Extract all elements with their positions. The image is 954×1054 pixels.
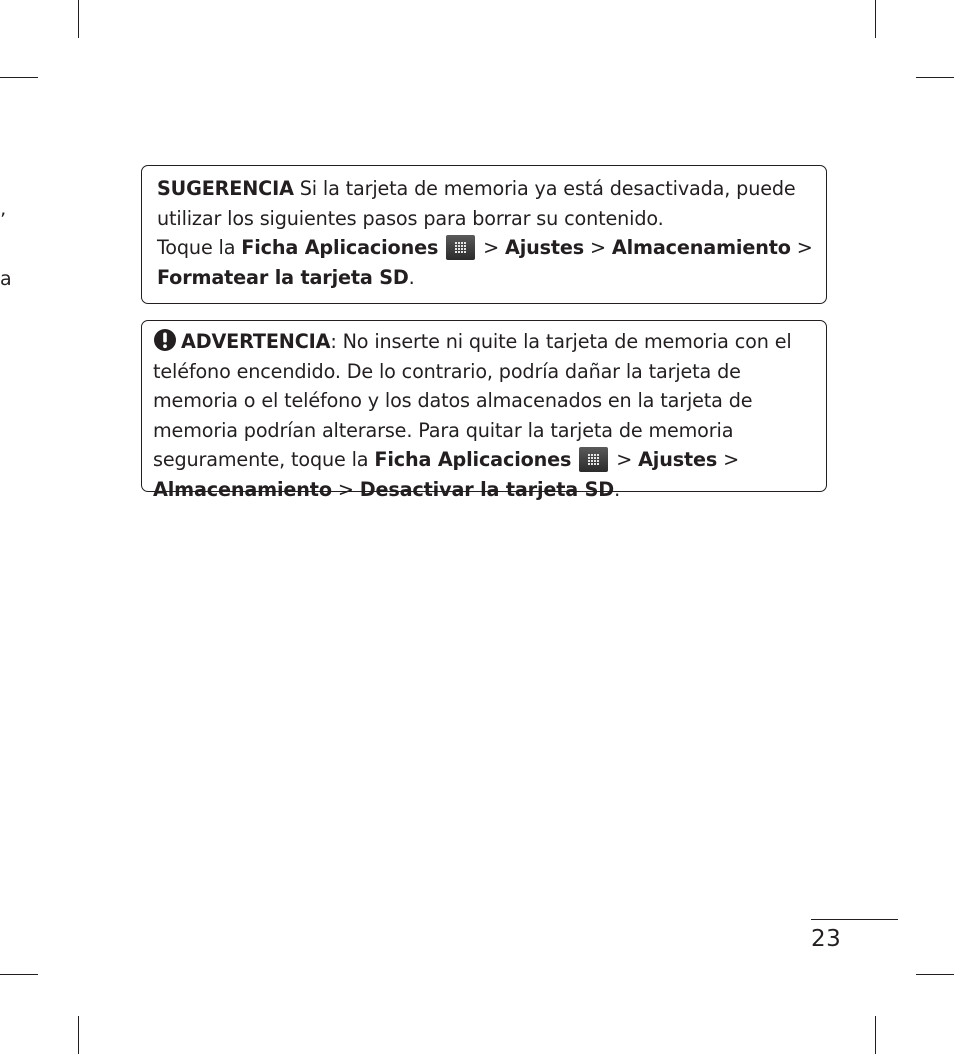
margin-fragment: a: [0, 268, 12, 290]
tip-text: Toque la: [157, 236, 242, 259]
tip-box: [141, 165, 827, 304]
apps-grid-icon: [579, 447, 608, 472]
separator: >: [610, 448, 639, 471]
warning-text: : No inserte ni quite la tarjeta de memoria con el teléfono encendido. De lo contrario, podría dañar la tarjeta de memoria o el teléfono y los datos almacenados en la tarjeta de memoria podrían alterarse. Para quitar la tarjeta de memoria seguramente, toque la: [153, 330, 792, 471]
apps-tab-label: Ficha Aplicaciones: [374, 448, 572, 471]
crop-mark: [916, 974, 954, 975]
tip-heading: SUGERENCIA: [157, 177, 294, 200]
crop-mark: [0, 974, 38, 975]
tip-text: Si la tarjeta de memoria ya está desactivada, puede utilizar los siguientes pasos para borrar su contenido.: [157, 177, 796, 230]
margin-fragment: ’: [0, 209, 7, 231]
crop-mark: [875, 1016, 876, 1054]
unmount-sd-label: Desactivar la tarjeta SD: [359, 477, 615, 501]
period: .: [408, 265, 415, 289]
apps-tab-label: Ficha Aplicaciones: [241, 236, 439, 259]
tip-paragraph: [157, 174, 816, 233]
warning-paragraph: [153, 327, 818, 504]
crop-mark: [916, 77, 954, 78]
exclamation-circle-icon: [153, 328, 177, 352]
separator: >: [331, 477, 360, 501]
page-number-rule: [811, 919, 898, 920]
crop-mark: [875, 0, 876, 38]
separator: >: [790, 236, 813, 259]
crop-mark: [78, 0, 79, 38]
separator: >: [477, 236, 505, 259]
separator: >: [717, 448, 740, 471]
settings-label: Ajustes: [638, 448, 718, 471]
storage-label: Almacenamiento: [611, 236, 791, 259]
crop-mark: [0, 77, 38, 78]
period: .: [614, 477, 621, 501]
crop-mark: [78, 1016, 79, 1054]
apps-grid-icon: [446, 235, 475, 260]
tip-steps: [157, 233, 816, 292]
settings-label: Ajustes: [505, 236, 585, 259]
storage-label: Almacenamiento: [153, 477, 332, 501]
warning-box: [141, 320, 827, 501]
format-sd-label: Formatear la tarjeta SD: [157, 265, 409, 289]
warning-heading: ADVERTENCIA: [181, 330, 331, 353]
separator: >: [584, 236, 612, 259]
page-number: 23: [811, 926, 842, 952]
